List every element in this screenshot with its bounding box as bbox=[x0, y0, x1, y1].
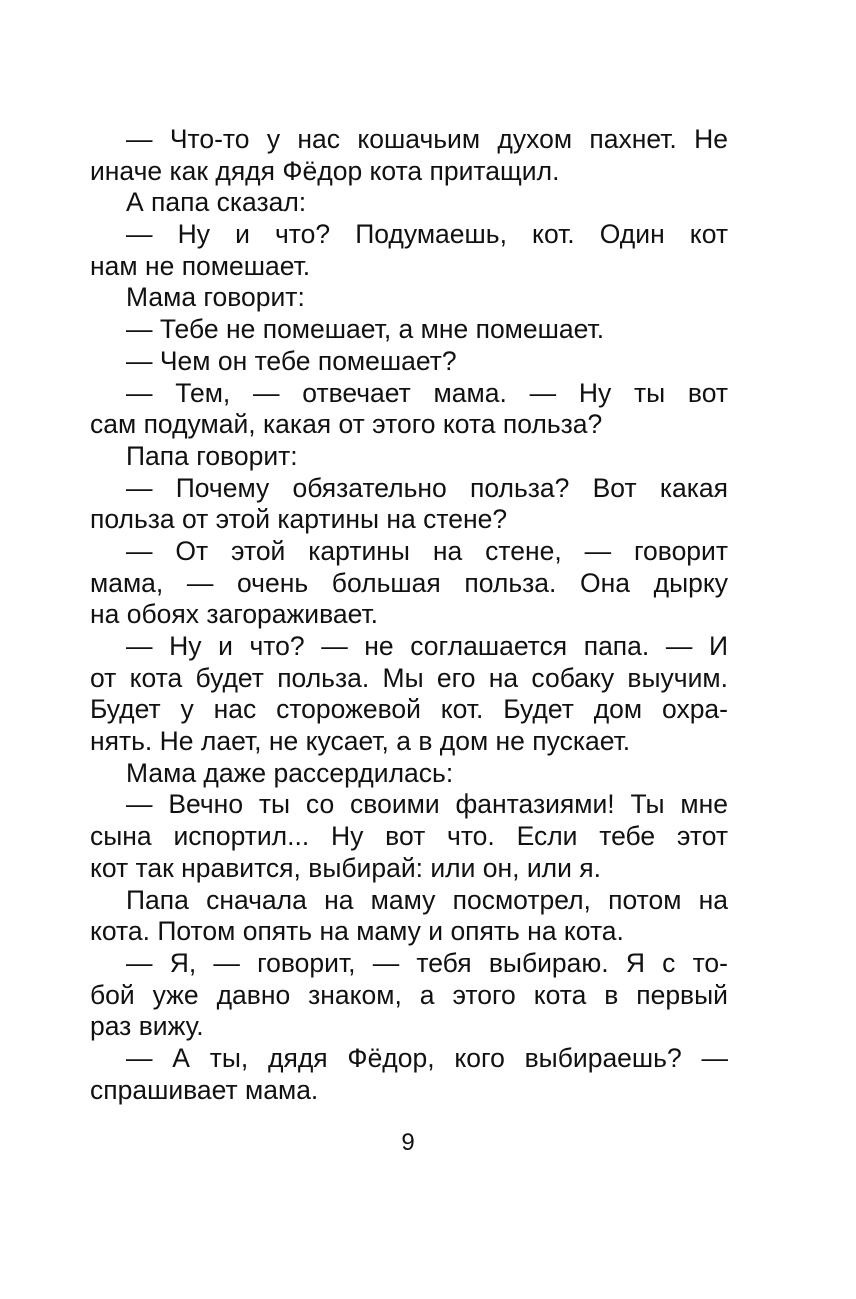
text-line: иначе как дядя Фёдор кота притащил. bbox=[90, 155, 560, 186]
text-line: — А ты, дядя Фёдор, кого выбираешь? — bbox=[126, 1042, 728, 1073]
text-line: кот так нравится, выбирай: или он, или я. bbox=[90, 852, 602, 883]
text-line: Будет у нас сторожевой кот. Будет дом охра- bbox=[90, 694, 728, 725]
text-line: Папа сначала на маму посмотрел, потом на bbox=[126, 884, 728, 915]
page-text bbox=[90, 124, 728, 1106]
text-line: — Чем он тебе помешает? bbox=[126, 345, 457, 376]
text-line: Папа говорит: bbox=[126, 440, 298, 471]
text-line: на обоях загораживает. bbox=[90, 599, 379, 630]
text-line: от кота будет польза. Мы его на собаку выучим. bbox=[90, 662, 728, 693]
text-line: Мама даже рассердилась: bbox=[126, 757, 454, 788]
text-line: сам подумай, какая от этого кота польза? bbox=[90, 409, 603, 440]
text-line: кота. Потом опять на маму и опять на кота. bbox=[90, 916, 624, 947]
text-line: раз вижу. bbox=[90, 1011, 204, 1042]
text-line: Мама говорит: bbox=[126, 282, 305, 313]
text-line: — Ну и что? — не соглашается папа. — И bbox=[126, 631, 728, 661]
text-line: нять. Не лает, не кусает, а в дом не пускает. bbox=[90, 726, 631, 757]
text-line: — Вечно ты со своими фантазиями! Ты мне bbox=[126, 789, 728, 820]
text-line: — Почему обязательно польза? Вот какая bbox=[126, 472, 728, 503]
text-line: спрашивает мама. bbox=[90, 1074, 319, 1105]
text-line: бой уже давно знаком, а этого кота в первый bbox=[90, 979, 728, 1010]
text-line: сына испортил... Ну вот что. Если тебе этот bbox=[90, 821, 728, 852]
text-line: — Что-то у нас кошачьим духом пахнет. Не bbox=[126, 124, 728, 154]
text-line: — От этой картины на стене, — говорит bbox=[126, 535, 728, 566]
text-line: нам не помешает. bbox=[90, 250, 311, 281]
page-number: 9 bbox=[401, 1129, 415, 1156]
text-line: А папа сказал: bbox=[126, 187, 307, 218]
text-line: — Тебе не помешает, а мне помешает. bbox=[126, 314, 605, 345]
text-line: польза от этой картины на стене? bbox=[90, 504, 508, 535]
text-line: мама, — очень большая польза. Она дырку bbox=[90, 567, 728, 598]
text-line: — Ну и что? Подумаешь, кот. Один кот bbox=[126, 219, 728, 250]
text-line: — Тем, — отвечает мама. — Ну ты вот bbox=[126, 377, 728, 408]
text-line: — Я, — говорит, — тебя выбираю. Я с то- bbox=[126, 947, 728, 978]
